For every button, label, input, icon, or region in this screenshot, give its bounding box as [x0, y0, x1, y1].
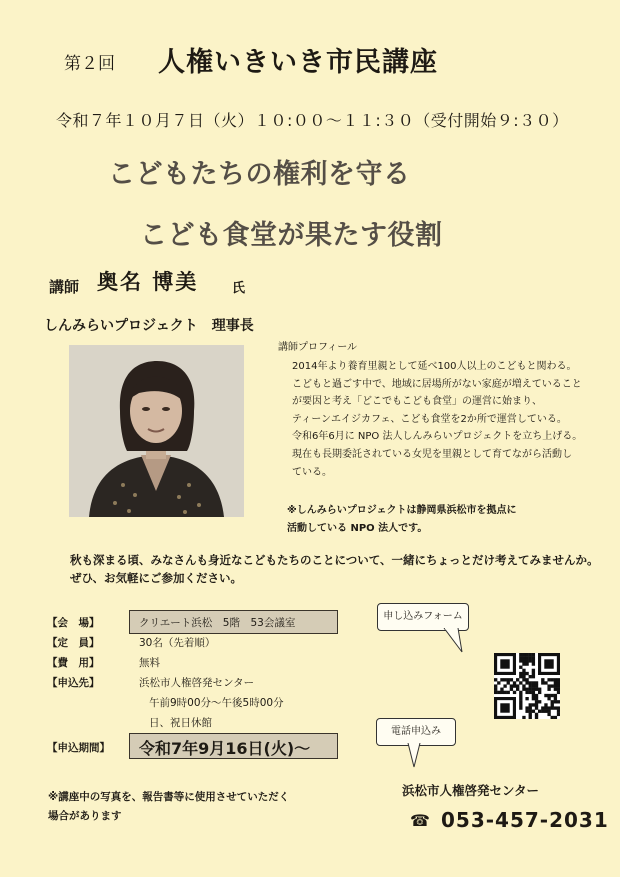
lecturer-affiliation: しんみらいプロジェクト 理事長 [44, 318, 254, 334]
phone-icon: ☎ [410, 811, 430, 830]
phone-number[interactable]: 053-457-2031 [441, 808, 609, 832]
profile-line: 現在も長期委託されている女児を里親として育てながら活動し [292, 448, 572, 460]
lecturer-photo [69, 345, 244, 517]
phone-bubble [376, 718, 456, 746]
closed-days: 日、祝日休館 [149, 717, 212, 729]
lecturer-name: 奥名 博美 [97, 270, 199, 294]
lecture-title-line1: こどもたちの権利を守る [108, 159, 411, 190]
lecture-title-line2: こども食堂が果たす役割 [140, 220, 443, 251]
form-bubble-tail [440, 628, 470, 654]
event-datetime: 令和７年１０月７日（火）１０:００～１１:３０（受付開始９:３０） [56, 111, 569, 130]
npo-note-line: ※しんみらいプロジェクトは静岡県浜松市を拠点に [287, 505, 517, 516]
npo-note-line: 活動している NPO 法人です。 [287, 523, 428, 534]
photo-usage-note [48, 788, 289, 826]
venue-value: クリエート浜松 5階 53会議室 [139, 617, 296, 629]
profile-line: 令和6年6月に NPO 法人しんみらいプロジェクトを立ち上げる。 [292, 431, 583, 443]
profile-line: が要因と考え「どこでもこども食堂」の運営に始まり、 [292, 396, 542, 408]
period-value: 令和7年9月16日(火)～ [139, 739, 311, 758]
phone-bubble-label: 電話申込み [391, 726, 441, 737]
qr-code[interactable] [494, 653, 560, 719]
venue-label: 【会 場】 [47, 617, 100, 629]
apply-label: 【申込先】 [47, 677, 100, 689]
office-hours: 午前9時00分～午後5時00分 [149, 697, 284, 709]
series-title: 人権いきいき市民講座 [158, 47, 438, 78]
lecturer-label: 講師 [49, 278, 80, 296]
apply-to: 浜松市人権啓発センター [139, 677, 255, 689]
photo-note-line: ※講座中の写真を、報告書等に使用させていただく [48, 791, 290, 803]
form-bubble [377, 603, 469, 631]
profile-line: ティーンエイジカフェ、こども食堂を2か所で運営している。 [292, 413, 567, 425]
form-bubble-label: 申し込みフォーム [383, 611, 463, 622]
phone-bubble-tail [406, 743, 426, 769]
profile-line: 2014年より養育里親として延べ100人以上のこどもと関わる。 [292, 361, 577, 372]
fee-label: 【費 用】 [47, 657, 100, 669]
fee-value: 無料 [139, 657, 160, 669]
session-number: 第２回 [64, 54, 115, 74]
profile-line: こどもと過ごす中で、地域に居場所がない家庭が増えていること [292, 378, 582, 390]
capacity-value: 30名（先着順） [139, 637, 216, 649]
capacity-label: 【定 員】 [47, 637, 100, 649]
invitation-line: 秋も深まる頃、みなさんも身近なこどもたちのことについて、一緒にちょっとだけ考えてみませんか。 [70, 553, 599, 567]
photo-note-line: 場合があります [48, 810, 122, 822]
invitation-text [70, 551, 599, 587]
npo-note [287, 502, 517, 538]
lecturer-honorific: 氏 [232, 281, 246, 296]
profile-heading: 講師プロフィール [278, 342, 357, 353]
profile-line: ている。 [292, 466, 332, 478]
invitation-line: ぜひ、お気軽にご参加ください。 [70, 571, 243, 585]
profile-text [292, 358, 592, 481]
organizer-name: 浜松市人権啓発センター [402, 783, 540, 798]
period-label: 【申込期間】 [47, 742, 110, 754]
